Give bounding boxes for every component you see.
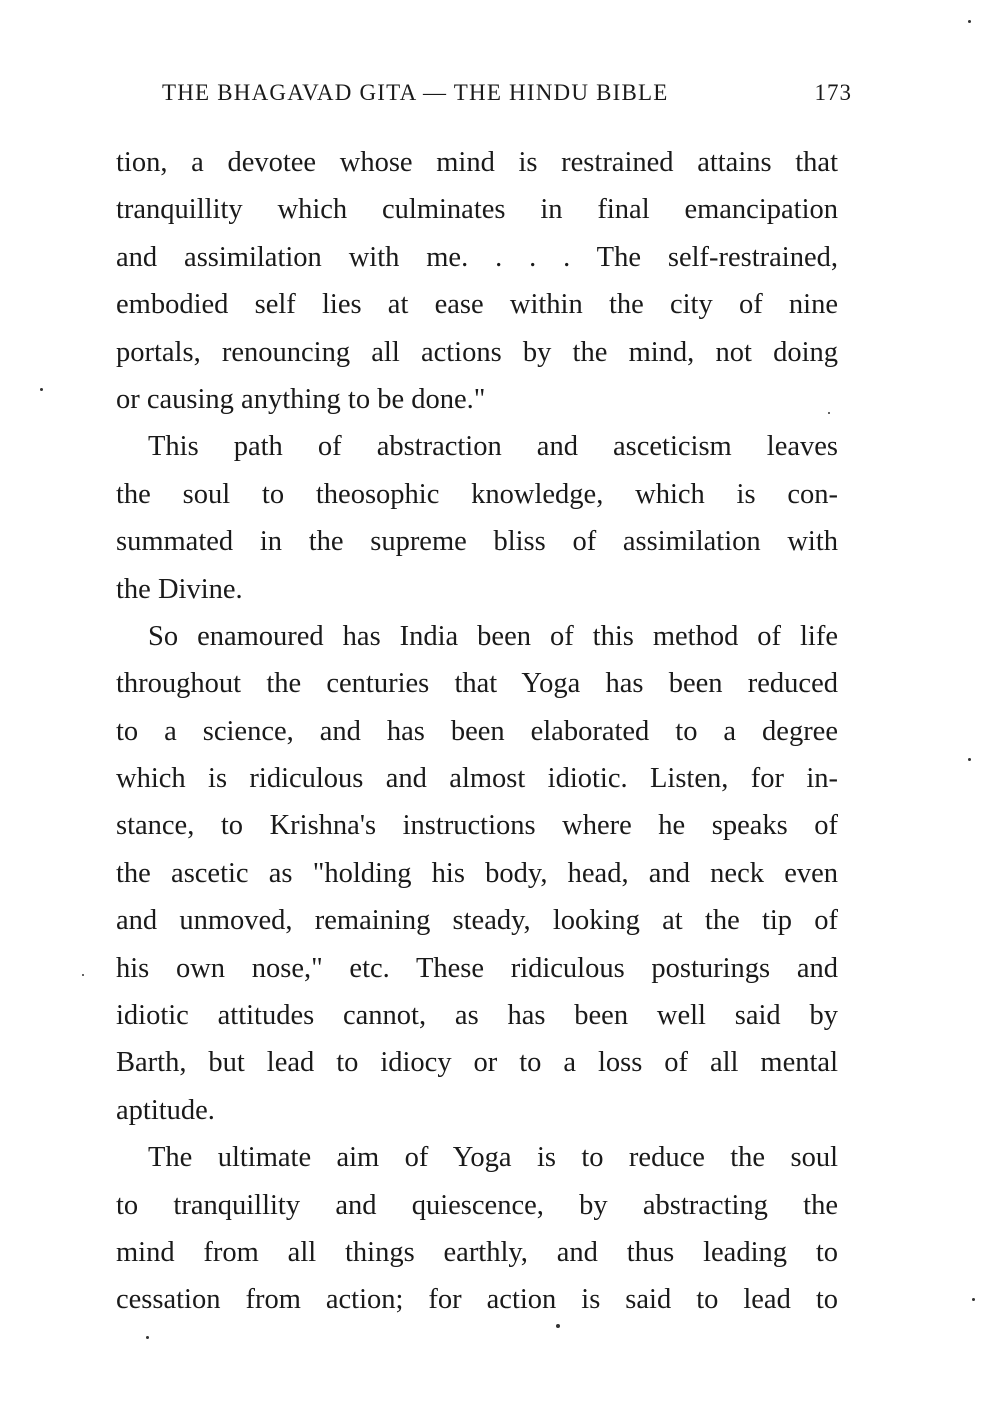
text-line: to a science, and has been elaborated to a degree (116, 715, 838, 747)
running-title: THE BHAGAVAD GITA — THE HINDU BIBLE (162, 80, 669, 105)
text-line: or causing anything to be done." (116, 383, 486, 415)
text-line: mind from all things earthly, and thus leading to (116, 1236, 838, 1268)
scan-speck (82, 974, 84, 976)
text-line: Barth, but lead to idiocy or to a loss of all mental (116, 1047, 838, 1079)
body-text (116, 139, 838, 1324)
text-line: throughout the centuries that Yoga has been reduced (116, 668, 838, 700)
paragraph-first-line: The ultimate aim of Yoga is to reduce the soul (148, 1142, 838, 1174)
text-line: tion, a devotee whose mind is restrained attains that (116, 147, 838, 178)
text-line: the soul to theosophic knowledge, which is con- (116, 478, 838, 510)
scan-speck (968, 20, 971, 23)
text-line: and assimilation with me. . . . The self-restrained, (116, 241, 838, 273)
text-line: aptitude. (116, 1094, 215, 1126)
text-line: the Divine. (116, 573, 243, 605)
text-line: tranquillity which culminates in final emancipation (116, 194, 838, 226)
scan-speck (828, 412, 830, 414)
text-line: portals, renouncing all actions by the mind, not doing (116, 336, 838, 368)
text-line: cessation from action; for action is said to lead to (116, 1284, 838, 1316)
page-number: 173 (814, 80, 852, 105)
text-line: embodied self lies at ease within the city of nine (116, 289, 838, 321)
text-line: summated in the supreme bliss of assimilation with (116, 526, 838, 558)
text-line: and unmoved, remaining steady, looking at the tip of (116, 905, 838, 937)
text-line: the ascetic as "holding his body, head, and neck even (116, 857, 838, 889)
scan-speck (40, 388, 43, 391)
text-line: his own nose," etc. These ridiculous posturings and (116, 952, 838, 984)
paragraph-first-line: This path of abstraction and asceticism leaves (148, 431, 838, 463)
scan-speck (968, 758, 971, 761)
text-line: to tranquillity and quiescence, by abstracting the (116, 1189, 838, 1221)
scan-speck (972, 1298, 975, 1301)
paragraph-first-line: So enamoured has India been of this method of life (148, 620, 838, 652)
scan-speck (556, 1324, 560, 1328)
running-head (162, 80, 852, 116)
text-line: stance, to Krishna's instructions where he speaks of (116, 810, 838, 842)
text-line: idiotic attitudes cannot, as has been well said by (116, 1000, 838, 1032)
scan-speck (146, 1336, 149, 1339)
text-line: which is ridiculous and almost idiotic. Listen, for in- (116, 763, 838, 795)
